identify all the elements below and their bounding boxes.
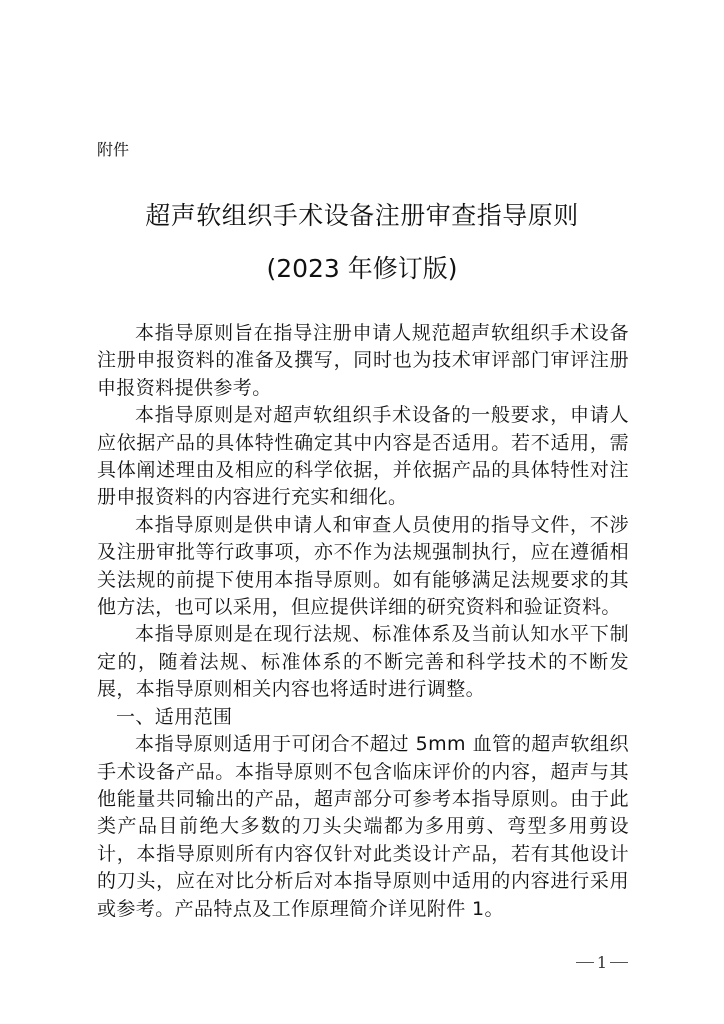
section-heading-scope: 一、适用范围: [116, 705, 233, 728]
paragraph-purpose: 本指导原则旨在指导注册申请人规范超声软组织手术设备注册申报资料的准备及撰写，同时也为技术审评部门审评注册申报资料提供参考。: [97, 322, 629, 399]
paragraph-guidance-nature: 本指导原则是供申请人和审查人员使用的指导文件，不涉及注册审批等行政事项，亦不作为法规强制执行，应在遵循相关法规的前提下使用本指导原则。如有能够满足法规要求的其他方法，也可以采用，但应提供详细的研究资料和验证资料。: [97, 513, 629, 619]
document-body: [97, 320, 629, 923]
paragraph-scope: 本指导原则适用于可闭合不超过 5mm 血管的超声软组织手术设备产品。本指导原则不包含临床评价的内容，超声与其他能量共同输出的产品，超声部分可参考本指导原则。由于此类产品目前绝大多数的刀头尖端都为多用剪、弯型多用剪设计，本指导原则所有内容仅针对此类设计产品，若有其他设计的刀头，应在对比分析后对本指导原则中适用的内容进行采用或参考。产品特点及工作原理简介详见附件 1。: [97, 733, 629, 920]
page-number: 1: [596, 953, 607, 972]
footer-dash-right: [610, 962, 628, 963]
attachment-label: 附件: [97, 140, 130, 159]
page-footer: [576, 953, 628, 972]
paragraph-general-requirements: 本指导原则是对超声软组织手术设备的一般要求，申请人应依据产品的具体特性确定其中内容是否适用。若不适用，需具体阐述理由及相应的科学依据，并依据产品的具体特性对注册申报资料的内容进行充实和细化。: [97, 404, 629, 509]
paragraph-revision-note: 本指导原则是在现行法规、标准体系及当前认知水平下制定的，随着法规、标准体系的不断完善和科学技术的不断发展，本指导原则相关内容也将适时进行调整。: [97, 623, 629, 701]
document-subtitle: (2023 年修订版): [266, 254, 458, 283]
footer-dash-left: [576, 962, 594, 963]
document-title: 超声软组织手术设备注册审查指导原则: [145, 201, 579, 230]
